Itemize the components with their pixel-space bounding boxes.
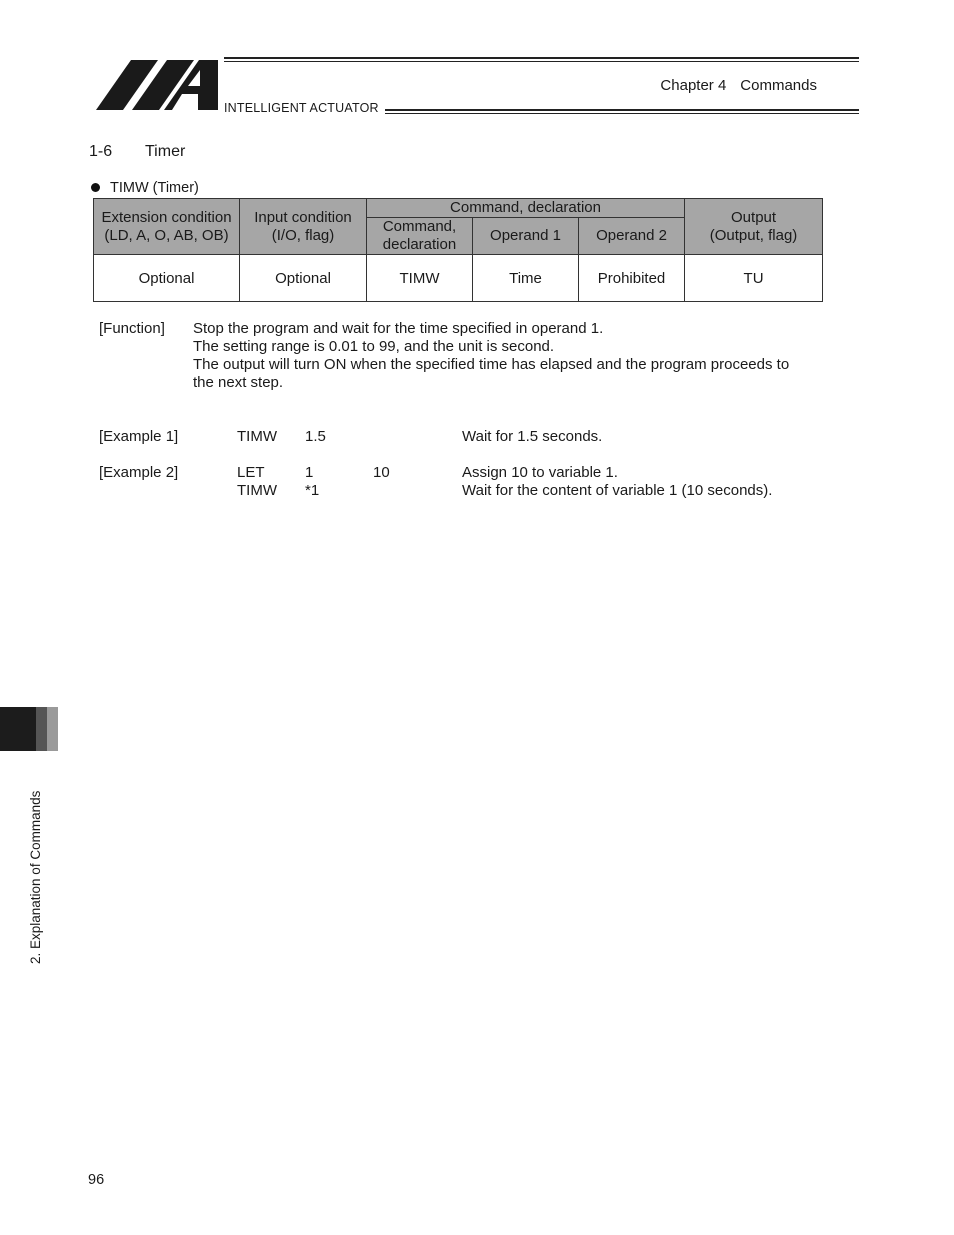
chapter-heading — [660, 77, 817, 94]
example2-operand1-1: 1 — [305, 464, 314, 481]
section-title: Timer — [145, 143, 186, 160]
header-rule — [224, 61, 859, 62]
brand-text: INTELLIGENT ACTUATOR — [224, 101, 379, 115]
header-rule — [385, 109, 859, 111]
header-command-declaration: Command, declaration — [367, 218, 473, 255]
example2-comment-1: Assign 10 to variable 1. — [462, 464, 618, 481]
function-line: the next step. — [193, 374, 284, 391]
header-rule — [224, 57, 859, 59]
cell-output: TU — [685, 255, 823, 302]
header-extension-condition: Extension condition (LD, A, O, AB, OB) — [94, 199, 240, 255]
function-label: [Function] — [99, 320, 165, 337]
chapter-tab-marker — [47, 707, 58, 751]
cell-command: TIMW — [367, 255, 473, 302]
header-command-declaration-group: Command, declaration — [367, 199, 685, 218]
example1-operand1: 1.5 — [305, 428, 326, 445]
header-input-condition: Input condition (I/O, flag) — [240, 199, 367, 255]
example2-command-2: TIMW — [237, 482, 277, 499]
cell-operand2: Prohibited — [579, 255, 685, 302]
iai-logo — [96, 58, 220, 111]
example1-label: [Example 1] — [99, 428, 179, 445]
function-line: The output will turn ON when the specified time has elapsed and the program proceeds to — [193, 356, 790, 373]
header-output: Output (Output, flag) — [685, 199, 823, 255]
cell-input-condition: Optional — [240, 255, 367, 302]
example2-operand1-2: *1 — [305, 482, 320, 499]
chapter-number: Chapter 4 — [660, 77, 727, 94]
example2-label: [Example 2] — [99, 464, 179, 481]
cell-extension-condition: Optional — [94, 255, 240, 302]
bullet-icon — [91, 183, 100, 192]
section-number: 1-6 — [89, 143, 113, 160]
chapter-tab-marker — [0, 707, 36, 751]
header-operand1: Operand 1 — [473, 218, 579, 255]
page-number: 96 — [88, 1172, 105, 1188]
header-operand2: Operand 2 — [579, 218, 685, 255]
command-spec-table — [93, 198, 823, 302]
header-rule — [385, 113, 859, 114]
chapter-tab-marker — [36, 707, 47, 751]
example2-operand2-1: 10 — [373, 464, 390, 481]
side-section-label: 2. Explanation of Commands — [28, 790, 43, 964]
command-heading: TIMW (Timer) — [110, 180, 199, 196]
cell-operand1: Time — [473, 255, 579, 302]
function-description — [193, 320, 818, 392]
table-row — [94, 255, 823, 302]
example2-comment-2: Wait for the content of variable 1 (10 seconds). — [462, 482, 773, 499]
example1-command: TIMW — [237, 428, 277, 445]
function-line: Stop the program and wait for the time specified in operand 1. — [193, 320, 604, 337]
example2-command-1: LET — [237, 464, 265, 481]
example1-comment: Wait for 1.5 seconds. — [462, 428, 603, 445]
chapter-title: Commands — [740, 77, 817, 94]
function-line: The setting range is 0.01 to 99, and the unit is second. — [193, 338, 555, 355]
